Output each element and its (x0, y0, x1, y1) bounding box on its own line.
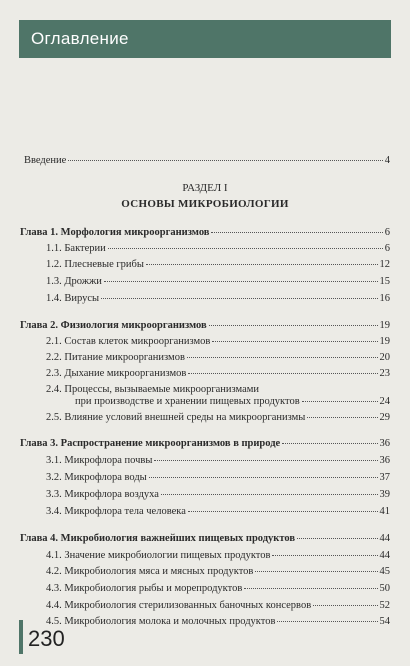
dot-leader (188, 511, 378, 512)
chapter-page: 6 (384, 227, 390, 238)
item-page: 45 (379, 566, 390, 577)
toc-item[interactable] (46, 259, 390, 271)
item-page: 52 (379, 600, 390, 611)
item-label: 2.1. Состав клеток микроорганизмов (46, 336, 211, 347)
item-label-line-2: при производстве и хранении пищевых продуктов (75, 396, 300, 407)
dot-leader (108, 248, 383, 249)
chapter-label: Глава 4. Микробиология важнейших пищевых продуктов (20, 533, 296, 544)
item-last-line (46, 396, 390, 408)
dot-leader (244, 588, 377, 589)
dot-leader (209, 325, 378, 326)
toc-entry-label: Введение (24, 155, 67, 166)
item-page: 20 (379, 352, 390, 363)
toc-item[interactable] (46, 472, 390, 484)
item-page: 6 (384, 243, 390, 254)
dot-leader (302, 401, 378, 402)
section-title: ОСНОВЫ МИКРОБИОЛОГИИ (121, 198, 289, 210)
chapter-page: 19 (379, 320, 390, 331)
item-page: 15 (379, 276, 390, 287)
toc-chapter-1[interactable] (20, 227, 390, 239)
toc-item[interactable] (46, 243, 390, 255)
dot-leader (297, 538, 377, 539)
dot-leader (277, 621, 377, 622)
item-page: 37 (379, 472, 390, 483)
item-label: 4.2. Микробиология мяса и мясных продуктов (46, 566, 254, 577)
item-page: 12 (379, 259, 390, 270)
item-label: 3.3. Микрофлора воздуха (46, 489, 159, 500)
item-page: 44 (379, 550, 390, 561)
toc-item[interactable] (46, 384, 390, 408)
toc-item[interactable] (46, 276, 390, 288)
toc-item[interactable] (46, 566, 390, 578)
chapter-page: 44 (379, 533, 390, 544)
page-number-accent-bar (19, 620, 23, 654)
dot-leader (104, 281, 378, 282)
dot-leader (211, 232, 382, 233)
item-label-line-1: 2.4. Процессы, вызываемые микроорганизмами (46, 384, 260, 395)
dot-leader (282, 443, 377, 444)
item-label: 1.3. Дрожжи (46, 276, 102, 287)
dot-leader (154, 460, 377, 461)
toc-entry-intro[interactable] (24, 155, 390, 167)
item-label: 4.4. Микробиология стерилизованных баночных консервов (46, 600, 312, 611)
chapter-label: Глава 3. Распространение микроорганизмов в природе (20, 438, 281, 449)
toc-entry-page: 4 (384, 155, 390, 166)
chapter-label: Глава 1. Морфология микроорганизмов (20, 227, 210, 238)
dot-leader (212, 341, 377, 342)
item-label: 1.2. Плесневые грибы (46, 259, 144, 270)
dot-leader (307, 417, 377, 418)
item-page: 50 (379, 583, 390, 594)
toc-item[interactable] (46, 336, 390, 348)
dot-leader (101, 298, 377, 299)
toc-item[interactable] (46, 583, 390, 595)
dot-leader (313, 605, 377, 606)
dot-leader (188, 373, 377, 374)
dot-leader (272, 555, 377, 556)
item-page: 41 (379, 506, 390, 517)
item-label: 2.2. Питание микроорганизмов (46, 352, 185, 363)
toc-chapter-4[interactable] (20, 533, 390, 545)
toc-item[interactable] (46, 368, 390, 380)
item-page: 16 (379, 293, 390, 304)
toc-item[interactable] (46, 293, 390, 305)
item-page: 24 (379, 396, 390, 407)
toc-chapter-3[interactable] (20, 438, 390, 450)
toc-item[interactable] (46, 550, 390, 562)
item-label: 4.5. Микробиология молока и молочных продуктов (46, 616, 276, 627)
dot-leader (68, 160, 382, 161)
item-label: 3.2. Микрофлора воды (46, 472, 147, 483)
toc-item[interactable] (46, 455, 390, 467)
dot-leader (255, 571, 377, 572)
chapter-page: 36 (379, 438, 390, 449)
item-label: 4.3. Микробиология рыбы и морепродуктов (46, 583, 243, 594)
item-label: 1.1. Бактерии (46, 243, 106, 254)
toc-item[interactable] (46, 506, 390, 518)
toc-item[interactable] (46, 352, 390, 364)
item-label: 3.1. Микрофлора почвы (46, 455, 153, 466)
dot-leader (161, 494, 378, 495)
toc-item[interactable] (46, 600, 390, 612)
toc-item[interactable] (46, 616, 390, 628)
item-label: 1.4. Вирусы (46, 293, 100, 304)
dot-leader (149, 477, 378, 478)
item-label: 2.5. Влияние условий внешней среды на микроорганизмы (46, 412, 306, 423)
toc-item[interactable] (46, 412, 390, 424)
item-label: 2.3. Дыхание микроорганизмов (46, 368, 187, 379)
toc-item[interactable] (46, 489, 390, 501)
item-page: 36 (379, 455, 390, 466)
page-number: 230 (28, 626, 65, 651)
toc-chapter-2[interactable] (20, 320, 390, 332)
item-page: 19 (379, 336, 390, 347)
toc-title: Оглавление (31, 29, 129, 48)
item-page: 23 (379, 368, 390, 379)
dot-leader (187, 357, 378, 358)
item-page: 54 (379, 616, 390, 627)
dot-leader (146, 264, 378, 265)
item-page: 39 (379, 489, 390, 500)
item-label: 4.1. Значение микробиологии пищевых продуктов (46, 550, 271, 561)
item-label: 3.4. Микрофлора тела человека (46, 506, 186, 517)
section-label: РАЗДЕЛ I (182, 182, 228, 194)
chapter-label: Глава 2. Физиология микроорганизмов (20, 320, 207, 331)
item-page: 29 (379, 412, 390, 423)
